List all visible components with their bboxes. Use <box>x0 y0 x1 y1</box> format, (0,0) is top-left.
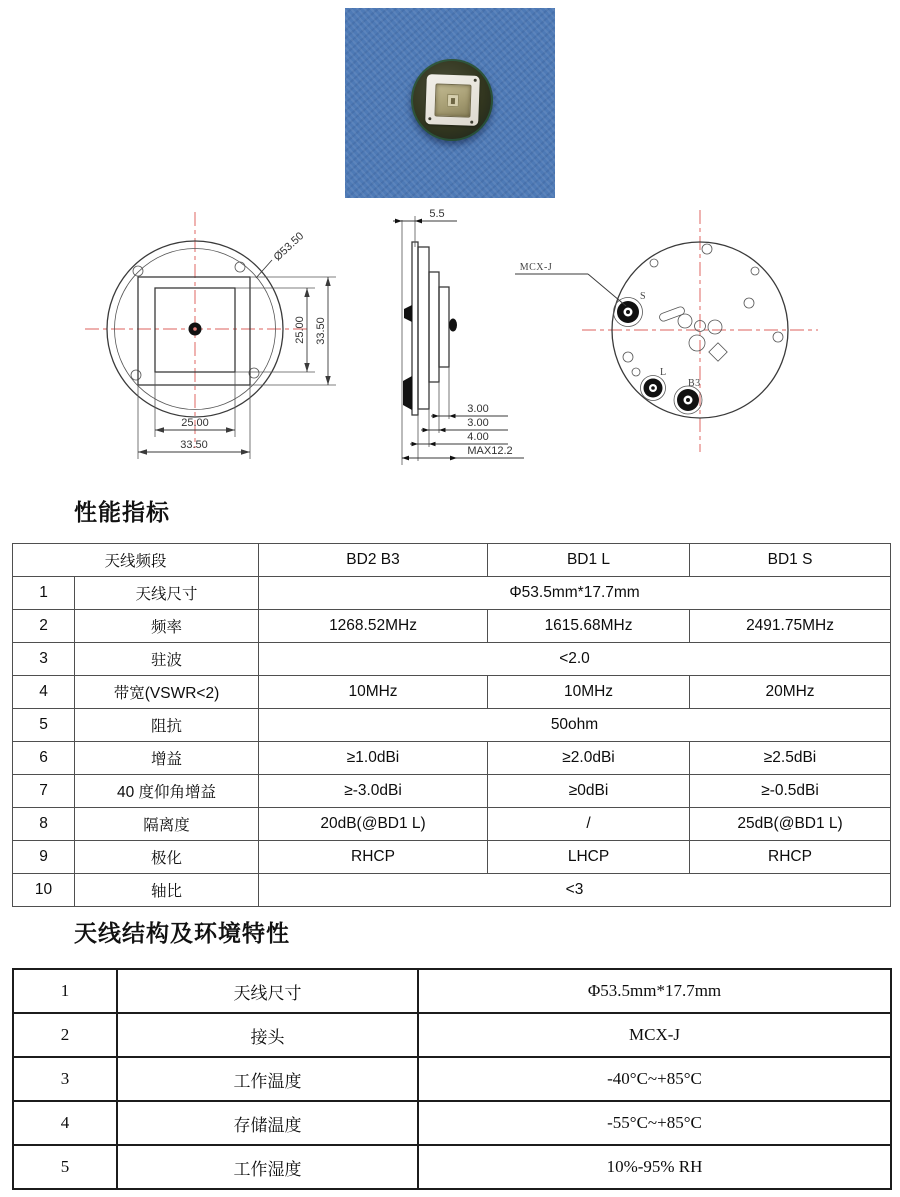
row-value: 1268.52MHz <box>259 610 488 643</box>
front-inner-height-label: 25.00 <box>294 316 306 344</box>
row-param: 接头 <box>117 1013 418 1057</box>
table-row <box>13 841 891 874</box>
row-param: 天线尺寸 <box>75 577 259 610</box>
row-value: <3 <box>259 874 891 907</box>
port-s-label: S <box>640 291 647 302</box>
side-view <box>393 208 524 465</box>
row-value: / <box>488 808 690 841</box>
table-row <box>13 676 891 709</box>
gold-patch <box>433 83 470 117</box>
table-row <box>13 709 891 742</box>
row-param: 工作温度 <box>117 1057 418 1101</box>
row-value: Φ53.5mm*17.7mm <box>418 969 891 1013</box>
header-col-bd1l: BD1 L <box>488 544 690 577</box>
patch-center-chip <box>446 93 458 106</box>
side-top-dim-label: 5.5 <box>429 208 445 220</box>
row-value: 20dB(@BD1 L) <box>259 808 488 841</box>
table-row <box>13 808 891 841</box>
technical-drawings <box>0 200 900 490</box>
row-value: RHCP <box>259 841 488 874</box>
row-value: 25dB(@BD1 L) <box>690 808 891 841</box>
row-value: 2491.75MHz <box>690 610 891 643</box>
front-outer-height-label: 33.50 <box>315 317 327 345</box>
row-no: 7 <box>13 775 75 808</box>
table-row <box>13 1145 891 1189</box>
row-param: 存储温度 <box>117 1101 418 1145</box>
back-view <box>515 210 818 452</box>
side-dim2-label: 3.00 <box>467 417 489 429</box>
row-param: 增益 <box>75 742 259 775</box>
row-value: ≥-3.0dBi <box>259 775 488 808</box>
row-param: 天线尺寸 <box>117 969 418 1013</box>
antenna-disc <box>411 59 493 141</box>
row-no: 9 <box>13 841 75 874</box>
port-b3-label: B3 <box>688 378 701 389</box>
row-param: 带宽(VSWR<2) <box>75 676 259 709</box>
table-row <box>13 643 891 676</box>
table-row <box>13 969 891 1013</box>
row-value: 10MHz <box>259 676 488 709</box>
row-param: 工作湿度 <box>117 1145 418 1189</box>
row-value: RHCP <box>690 841 891 874</box>
row-no: 4 <box>13 1101 117 1145</box>
row-param: 隔离度 <box>75 808 259 841</box>
header-col-bd2b3: BD2 B3 <box>259 544 488 577</box>
front-view <box>85 212 336 459</box>
header-col-bd1s: BD1 S <box>690 544 891 577</box>
row-value: 50ohm <box>259 709 891 742</box>
row-value: 10%-95% RH <box>418 1145 891 1189</box>
row-param: 驻波 <box>75 643 259 676</box>
row-value: 20MHz <box>690 676 891 709</box>
table-row <box>13 775 891 808</box>
table-row <box>13 610 891 643</box>
screw-dot <box>428 117 431 120</box>
product-photo <box>345 8 555 198</box>
ceramic-patch <box>425 74 480 126</box>
row-no: 4 <box>13 676 75 709</box>
port-l-label: L <box>660 367 667 378</box>
row-value: Φ53.5mm*17.7mm <box>259 577 891 610</box>
row-value: -55°C~+85°C <box>418 1101 891 1145</box>
row-no: 5 <box>13 709 75 742</box>
row-value: MCX-J <box>418 1013 891 1057</box>
row-param: 频率 <box>75 610 259 643</box>
row-value: ≥2.0dBi <box>488 742 690 775</box>
table-row <box>13 1057 891 1101</box>
row-no: 3 <box>13 643 75 676</box>
row-value: 10MHz <box>488 676 690 709</box>
row-no: 2 <box>13 610 75 643</box>
row-no: 5 <box>13 1145 117 1189</box>
row-no: 1 <box>13 969 117 1013</box>
section2-title: 天线结构及环境特性 <box>74 920 290 946</box>
row-param: 轴比 <box>75 874 259 907</box>
screw-dot <box>473 79 476 82</box>
row-no: 2 <box>13 1013 117 1057</box>
row-no: 1 <box>13 577 75 610</box>
table-header-row <box>13 544 891 577</box>
table-row <box>13 1101 891 1145</box>
row-value: ≥0dBi <box>488 775 690 808</box>
table-row <box>13 874 891 907</box>
row-param: 阻抗 <box>75 709 259 742</box>
row-value: LHCP <box>488 841 690 874</box>
environment-table <box>12 968 892 1190</box>
table-row <box>13 577 891 610</box>
connector-type-label: MCX-J <box>519 262 553 273</box>
side-total-dim-label: MAX12.2 <box>467 445 513 457</box>
row-no: 10 <box>13 874 75 907</box>
row-no: 6 <box>13 742 75 775</box>
row-no: 8 <box>13 808 75 841</box>
row-no: 3 <box>13 1057 117 1101</box>
header-param: 天线频段 <box>13 544 259 577</box>
section1-title: 性能指标 <box>74 499 170 525</box>
row-value: 1615.68MHz <box>488 610 690 643</box>
screw-dot <box>470 121 473 124</box>
row-value: <2.0 <box>259 643 891 676</box>
side-dim3-label: 4.00 <box>467 431 489 443</box>
row-param: 40 度仰角增益 <box>75 775 259 808</box>
performance-table <box>12 543 891 907</box>
row-value: ≥1.0dBi <box>259 742 488 775</box>
front-diameter-label: Ø53.50 <box>271 230 307 264</box>
row-value: ≥-0.5dBi <box>690 775 891 808</box>
front-outer-width-label: 33.50 <box>180 439 208 451</box>
front-inner-width-label: 25.00 <box>181 417 209 429</box>
row-value: -40°C~+85°C <box>418 1057 891 1101</box>
table-row <box>13 742 891 775</box>
row-value: ≥2.5dBi <box>690 742 891 775</box>
side-dim1-label: 3.00 <box>467 403 489 415</box>
row-param: 极化 <box>75 841 259 874</box>
table-row <box>13 1013 891 1057</box>
